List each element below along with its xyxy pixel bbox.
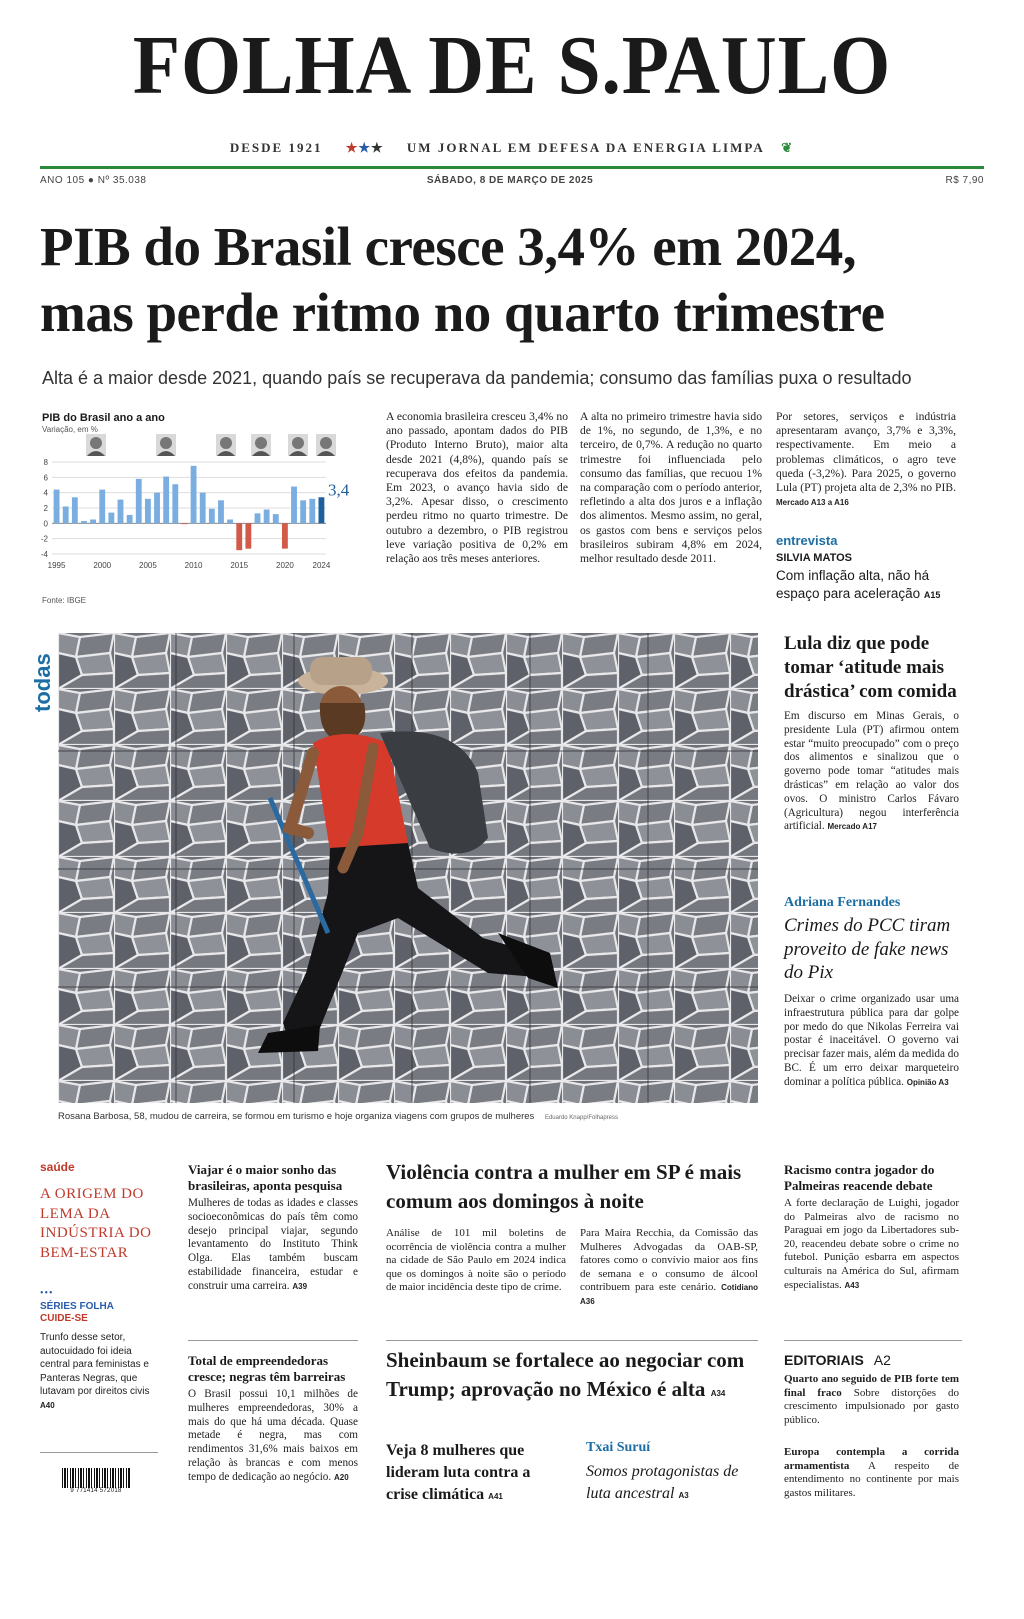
chart-bar bbox=[127, 515, 133, 523]
chart-bar bbox=[255, 513, 261, 523]
chart-highlight-label: 3,4 bbox=[328, 480, 350, 500]
editorial-1-head: Quarto ano seguido de PIB forte tem final fraco bbox=[784, 1373, 959, 1399]
empreendedoras-body-text: O Brasil possui 10,1 milhões de mulheres empreendedoras, 30% a mais do que há uma década. Quase metade é negra, mas com rendimentos 31,6% mais baixos em relação às brancas e com menos tempo de dedicação ao negócio. bbox=[188, 1388, 358, 1483]
chart-bar bbox=[200, 493, 206, 524]
viajar-body bbox=[188, 1197, 358, 1294]
chart-bar bbox=[63, 506, 69, 523]
chart-bar bbox=[309, 499, 315, 524]
chart-bar bbox=[118, 500, 124, 524]
clima-headline[interactable] bbox=[386, 1440, 556, 1508]
y-tick-label: 8 bbox=[43, 458, 48, 467]
txai-author: Txai Suruí bbox=[586, 1440, 651, 1455]
lead-column-3 bbox=[776, 410, 956, 510]
lead-headline-line1: PIB do Brasil cresce 3,4% em 2024, bbox=[40, 216, 857, 277]
chart-bar bbox=[191, 466, 197, 523]
column-body bbox=[784, 993, 959, 1090]
saude-dots: ••• bbox=[40, 1288, 54, 1299]
series-sub-label: CUIDE-SE bbox=[40, 1313, 88, 1324]
column-author: Adriana Fernandes bbox=[784, 895, 901, 910]
chart-bar bbox=[136, 479, 142, 523]
saude-body bbox=[40, 1331, 155, 1412]
since-label: DESDE 1921 bbox=[229, 140, 323, 155]
empreendedoras-body bbox=[188, 1388, 358, 1485]
chart-bar bbox=[209, 509, 215, 524]
chart-bar bbox=[154, 493, 160, 524]
photo-mosaic-wall bbox=[58, 633, 758, 1103]
violencia-column-2-text: Para Maíra Recchia, da Comissão das Mulheres Advogadas da OAB-SP, fatores como o convívio maior aos fins de semana e o consumo de álcool contribuem para este cenário. bbox=[580, 1227, 758, 1294]
column-ref[interactable]: Opinião A3 bbox=[906, 1077, 949, 1087]
editoriais-header[interactable] bbox=[784, 1352, 891, 1368]
editoriais-page: A2 bbox=[873, 1352, 891, 1368]
sheinbaum-headline-text: Sheinbaum se fortalece ao negociar com Trump; aprovação no México é alta bbox=[386, 1348, 745, 1401]
president-portrait-icon bbox=[86, 434, 106, 456]
chart-bar bbox=[90, 520, 96, 524]
violencia-headline[interactable]: Violência contra a mulher em SP é mais comum aos domingos à noite bbox=[386, 1160, 742, 1213]
viajar-ref[interactable]: A39 bbox=[292, 1281, 308, 1291]
saude-kicker: saúde bbox=[40, 1160, 75, 1174]
president-portrait-icon bbox=[216, 434, 236, 456]
violencia-ref[interactable]: Cotidiano A36 bbox=[580, 1283, 758, 1306]
chart-bar bbox=[319, 497, 325, 523]
violencia-rule bbox=[386, 1340, 758, 1341]
chart-bar bbox=[282, 523, 288, 548]
x-tick-label: 2020 bbox=[276, 561, 294, 570]
y-tick-label: 4 bbox=[43, 488, 48, 498]
violencia-column-1: Análise de 101 mil boletins de ocorrência de violência contra a mulher na cidade de São Paulo em 2024 indica que os domingos à noite são o período de maior incidência deste tipo de crime. bbox=[386, 1227, 566, 1294]
interview-name: SILVIA MATOS bbox=[776, 552, 852, 564]
barcode-digits: 9 771414 572018 bbox=[70, 1488, 122, 1494]
chart-bar bbox=[72, 497, 78, 523]
chart-source: Fonte: IBGE bbox=[42, 596, 87, 605]
racismo-body bbox=[784, 1197, 959, 1292]
leaf-icon: ❦ bbox=[781, 140, 795, 155]
saude-title[interactable]: A ORIGEM DO LEMA DA INDÚSTRIA DO BEM-ESTAR bbox=[40, 1186, 152, 1261]
racismo-ref[interactable]: A43 bbox=[844, 1280, 860, 1290]
gdp-chart bbox=[36, 434, 366, 594]
y-tick-label: 0 bbox=[43, 519, 48, 529]
sheinbaum-headline[interactable] bbox=[386, 1346, 766, 1408]
y-tick-label: 6 bbox=[43, 473, 48, 483]
lead-headline-line2: mas perde ritmo no quarto trimestre bbox=[40, 282, 885, 343]
photo-caption-text: Rosana Barbosa, 58, mudou de carreira, se formou em turismo e hoje organiza viagens com grupos de mulheres bbox=[58, 1111, 535, 1122]
y-tick-label: -2 bbox=[40, 534, 48, 544]
chart-bar bbox=[227, 520, 233, 524]
series-label: SÉRIES FOLHA bbox=[40, 1301, 114, 1312]
chart-bar bbox=[236, 523, 242, 550]
txai-ref: A3 bbox=[678, 1491, 689, 1500]
photo-credit: Eduardo Knapp/Folhapress bbox=[544, 1115, 619, 1121]
editorial-2-head: Europa contempla a corrida armamentista bbox=[784, 1446, 959, 1472]
chart-bar bbox=[81, 521, 87, 523]
photo-caption bbox=[58, 1111, 758, 1122]
lula-body bbox=[784, 710, 959, 834]
empreendedoras-headline[interactable]: Total de empreendedoras cresce; negras têm barreiras bbox=[188, 1353, 346, 1384]
viajar-rule bbox=[188, 1340, 358, 1341]
lead-column-2: A alta no primeiro trimestre havia sido de 1%, no segundo, de 1,3%, e no terceiro, de 0,7%. A redução no quarto trimestre foi influenciada pelo consumo das famílias, que recuou 1% na comparação com o período anterior, refletindo a alta dos juros e a inflação dos alimentos. Mesmo assim, no geral, os gastos com bens e serviços pelos brasileiros subiram 4,8% em 2024, melhor resultado desde 2011. bbox=[580, 410, 762, 566]
x-tick-label: 2015 bbox=[230, 561, 249, 570]
masthead-rule bbox=[40, 166, 984, 169]
viajar-body-text: Mulheres de todas as idades e classes socioeconômicas do país têm como desejo principal viajar, segundo levantamento do Instituto Think Olga. Elas também buscam estabilidade financeira, estudar e construir uma carreira. bbox=[188, 1197, 358, 1292]
president-portrait-icon bbox=[156, 434, 176, 456]
chart-bar bbox=[182, 523, 188, 524]
chart-bar bbox=[163, 477, 169, 524]
interview-ref: A15 bbox=[923, 590, 941, 600]
sheinbaum-ref: A34 bbox=[710, 1389, 726, 1398]
president-portrait-icon bbox=[316, 434, 336, 456]
y-tick-label: 2 bbox=[43, 504, 48, 513]
violencia-column-2 bbox=[580, 1227, 758, 1309]
masthead-title: FOLHA DE S.PAULO bbox=[132, 19, 892, 112]
y-tick-label: -4 bbox=[40, 550, 48, 559]
president-portrait-icon bbox=[288, 434, 308, 456]
lead-subhead: Alta é a maior desde 2021, quando país se recuperava da pandemia; consumo das famílias puxa o resultado bbox=[42, 368, 912, 388]
saude-rule bbox=[40, 1452, 158, 1453]
x-tick-label: 1995 bbox=[47, 561, 66, 570]
editorial-1-body: Sobre distorções do crescimento impulsionado por gasto público. bbox=[784, 1386, 960, 1426]
txai-title-text: Somos protagonistas de luta ancestral bbox=[586, 1463, 739, 1502]
photo-section-tag: todas bbox=[30, 653, 55, 712]
chart-bar bbox=[273, 514, 279, 523]
edition-price: R$ 7,90 bbox=[945, 175, 984, 186]
lula-headline[interactable]: Lula diz que pode tomar ‘atitude mais drástica’ com comida bbox=[784, 633, 957, 702]
lead-column-1: A economia brasileira cresceu 3,4% no ano passado, apontam dados do PIB (Produto Interno Bruto), maior alta desde 2021 (4,8%), quando país se recuperava dos efeitos da pandemia. Em 2023, o avanço havia sido de 3,2%. Apesar disso, o crescimento perdeu ritmo no quarto trimestre. De outubro a dezembro, o PIB registrou leve variação positiva de 0,2% em relação aos três meses anteriores. bbox=[386, 410, 568, 566]
empreendedoras-ref[interactable]: A20 bbox=[334, 1472, 349, 1482]
interview-tag: entrevista bbox=[776, 533, 838, 548]
saude-ref[interactable]: A40 bbox=[40, 1400, 55, 1410]
chart-bar bbox=[108, 513, 114, 524]
x-tick-label: 2010 bbox=[184, 561, 203, 570]
stars-icon: ★★★ bbox=[345, 140, 384, 155]
lula-body-text: Em discurso em Minas Gerais, o presidente Lula (PT) afirmou ontem estar “muito preocupado” com o preço dos alimentos e sinalizou que o governo pode tomar “atitudes mais drásticas” em relação ao valor dos ovos. O ministro Carlos Fávaro (Agricultura) negou interferência artificial. bbox=[784, 710, 959, 833]
barcode-icon bbox=[62, 1468, 130, 1488]
lead-column-3-ref[interactable]: Mercado A13 a A16 bbox=[776, 498, 849, 508]
lula-ref[interactable]: Mercado A17 bbox=[827, 822, 877, 832]
masthead-tagline bbox=[0, 140, 1024, 156]
clima-ref: A41 bbox=[488, 1492, 503, 1501]
editorial-2-body: A respeito de entendimento no continente por mais gastos militares. bbox=[784, 1459, 959, 1499]
chart-bar bbox=[300, 500, 306, 523]
x-tick-label: 2024 bbox=[312, 561, 331, 570]
column-title[interactable]: Crimes do PCC tiram proveito de fake news do Pix bbox=[784, 915, 951, 983]
editoriais-title: EDITORIAIS bbox=[784, 1352, 864, 1368]
x-tick-label: 2005 bbox=[139, 561, 157, 570]
president-portrait-icon bbox=[251, 434, 271, 456]
chart-subtitle: Variação, em % bbox=[42, 425, 98, 434]
motto-label: UM JORNAL EM DEFESA DA ENERGIA LIMPA bbox=[406, 140, 764, 155]
chart-bar bbox=[99, 490, 105, 524]
chart-bar bbox=[54, 490, 60, 524]
editorial-1[interactable] bbox=[784, 1373, 959, 1427]
viajar-headline[interactable]: Viajar é o maior sonho das brasileiras, aponta pesquisa bbox=[188, 1162, 343, 1193]
lead-headline[interactable] bbox=[40, 214, 990, 346]
x-tick-label: 2000 bbox=[93, 561, 112, 570]
lead-column-3-text: Por setores, serviços e indústria apresentaram avanço, 3,7% e 3,3%, respectivamente. Em meio a problemas climáticos, o agro teve queda (-3,2%). Para 2025, o governo Lula (PT) projeta alta de 2,3% no PIB. bbox=[776, 410, 956, 495]
chart-bar bbox=[172, 484, 178, 523]
racismo-body-text: A forte declaração de Luighi, jogador do Palmeiras alvo de racismo no Paraguai em jogo da Libertadores sub-20, reacendeu debate sobre o crime no futebol. Punição esbarra em aspectos culturais na América do Sul, afirmam especialistas. bbox=[784, 1197, 959, 1291]
interview-quote[interactable] bbox=[776, 567, 956, 604]
chart-bar bbox=[145, 499, 151, 524]
chart-title: PIB do Brasil ano a ano bbox=[42, 412, 165, 424]
chart-bar bbox=[245, 523, 251, 548]
edition-info: ANO 105 ● Nº 35.038 bbox=[40, 175, 147, 186]
chart-bar bbox=[218, 500, 224, 523]
saude-body-text: Trunfo desse setor, autocuidado foi ideia central para feministas e Panteras Negras, que lutavam por direitos civis bbox=[40, 1332, 150, 1397]
editorial-2[interactable] bbox=[784, 1446, 959, 1500]
racismo-headline[interactable]: Racismo contra jogador do Palmeiras reacende debate bbox=[784, 1162, 935, 1193]
chart-bar bbox=[264, 510, 270, 524]
interview-quote-text: Com inflação alta, não há espaço para aceleração bbox=[776, 568, 930, 601]
txai-title[interactable] bbox=[586, 1461, 761, 1507]
chart-bar bbox=[291, 487, 297, 524]
edition-date: SÁBADO, 8 DE MARÇO DE 2025 bbox=[426, 175, 594, 186]
column-body-text: Deixar o crime organizado usar uma infraestrutura pública para dar golpe por medo do que Nikolas Ferreira vai postar é inaceitável. O governo vai precisar fazer mais, além da medida do BC. É um erro deixar marqueteiro dominar a política pública. bbox=[784, 993, 959, 1088]
clima-headline-text: Veja 8 mulheres que lideram luta contra a crise climática bbox=[386, 1442, 531, 1503]
racismo-rule bbox=[784, 1340, 962, 1341]
